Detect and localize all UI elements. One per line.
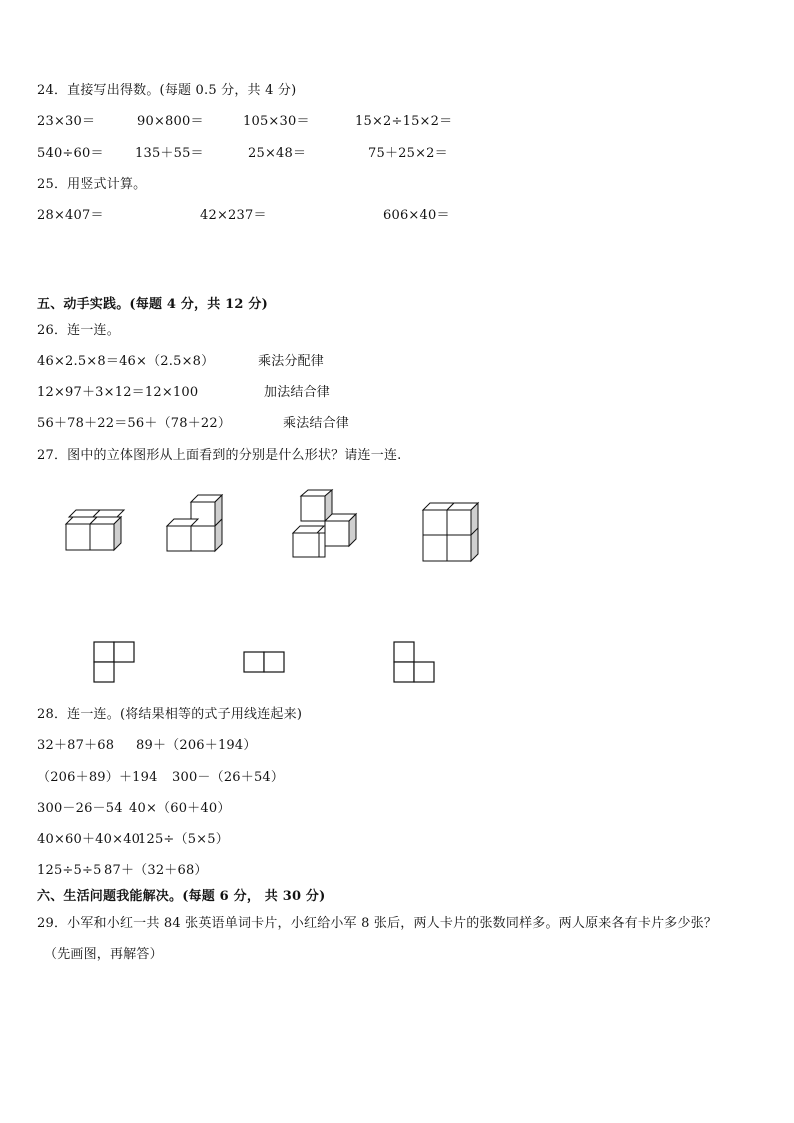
q26-left-2: 12×97＋3×12＝12×100 bbox=[37, 385, 199, 400]
q28-title: 28．连一连。(将结果相等的式子用线连起来) bbox=[37, 707, 303, 722]
solid-figure-3 bbox=[290, 488, 364, 560]
q25-item-3: 606×40＝ bbox=[383, 208, 450, 223]
top-view-shape-2 bbox=[243, 651, 287, 675]
q27-title: 27．图中的立体图形从上面看到的分别是什么形状？请连一连. bbox=[37, 448, 402, 463]
q24-r2-c3: 25×48＝ bbox=[248, 146, 307, 161]
q26-title: 26．连一连。 bbox=[37, 323, 120, 338]
q28-left-4: 40×60＋40×40 bbox=[37, 832, 141, 847]
q28-right-5: 87＋（32＋68） bbox=[104, 863, 208, 878]
q24-r2-c4: 75＋25×2＝ bbox=[368, 146, 448, 161]
solid-figure-1 bbox=[62, 508, 128, 556]
q28-left-3: 300－26－54 bbox=[37, 801, 123, 816]
q25-item-2: 42×237＝ bbox=[200, 208, 267, 223]
q28-right-1: 89＋（206＋194） bbox=[136, 738, 257, 753]
q28-right-3: 40×（60＋40） bbox=[129, 801, 231, 816]
q28-right-2: 300－（26＋54） bbox=[172, 770, 285, 785]
solid-figure-4 bbox=[419, 501, 485, 565]
section-5-heading: 五、动手实践。(每题 4 分，共 12 分) bbox=[37, 297, 268, 312]
top-view-shape-1 bbox=[93, 641, 137, 685]
q24-r2-c1: 540÷60＝ bbox=[37, 146, 104, 161]
q25-title: 25．用竖式计算。 bbox=[37, 177, 147, 192]
q26-left-3: 56＋78＋22＝56＋（78＋22） bbox=[37, 416, 232, 431]
solid-figure-2 bbox=[167, 495, 222, 551]
q24-r2-c2: 135＋55＝ bbox=[135, 146, 204, 161]
q29-note: （先画图，再解答） bbox=[44, 947, 163, 962]
q25-item-1: 28×407＝ bbox=[37, 208, 104, 223]
q24-r1-c2: 90×800＝ bbox=[137, 114, 204, 129]
q26-right-2: 加法结合律 bbox=[264, 385, 331, 400]
section-6-heading: 六、生活问题我能解决。(每题 6 分， 共 30 分) bbox=[37, 889, 326, 904]
q26-right-3: 乘法结合律 bbox=[283, 416, 350, 431]
q26-right-1: 乘法分配律 bbox=[258, 354, 325, 369]
q24-r1-c4: 15×2÷15×2＝ bbox=[355, 114, 453, 129]
q28-left-5: 125÷5÷5 bbox=[37, 863, 102, 878]
q26-left-1: 46×2.5×8＝46×（2.5×8） bbox=[37, 354, 215, 369]
top-view-shape-3 bbox=[393, 641, 437, 685]
q29-question: 29．小军和小红一共 84 张英语单词卡片，小红给小军 8 张后，两人卡片的张数同样多。两人原来各有卡片多少张？ bbox=[37, 916, 718, 931]
q28-left-2: （206＋89）＋194 bbox=[37, 770, 158, 785]
q28-right-4: 125÷（5×5） bbox=[138, 832, 229, 847]
q24-r1-c1: 23×30＝ bbox=[37, 114, 96, 129]
q24-r1-c3: 105×30＝ bbox=[243, 114, 310, 129]
q24-title: 24．直接写出得数。(每题 0.5 分，共 4 分) bbox=[37, 83, 297, 98]
q28-left-1: 32＋87＋68 bbox=[37, 738, 115, 753]
